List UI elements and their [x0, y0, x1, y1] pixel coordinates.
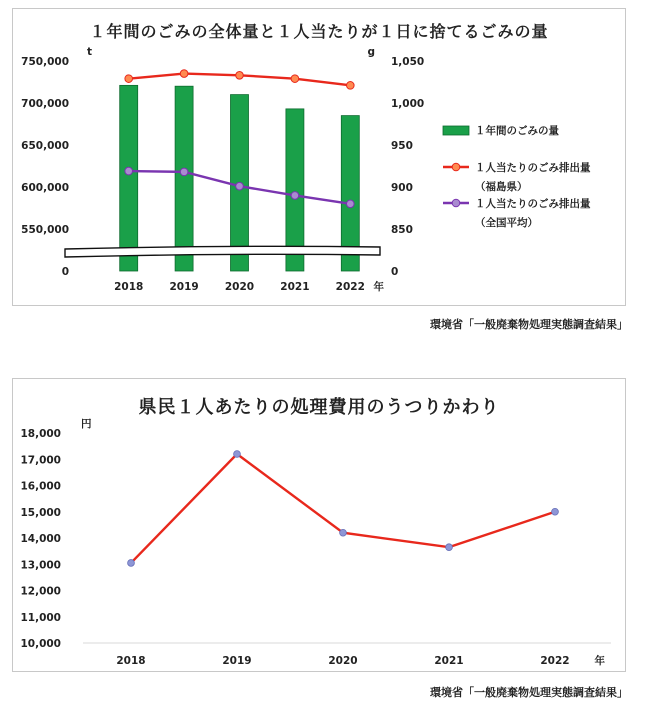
- line-point: [552, 508, 559, 515]
- left-tick-label: 700,000: [21, 98, 69, 110]
- legend-swatch-bar: [443, 126, 469, 135]
- waste-chart-source: 環境省「一般廃棄物処理実態調査結果」: [430, 318, 628, 331]
- series-line: [131, 454, 555, 563]
- y-tick-label: 14,000: [20, 533, 61, 545]
- y-tick-label: 13,000: [20, 559, 61, 572]
- left-tick-label: 750,000: [21, 56, 69, 68]
- right-tick-label: 1,050: [391, 56, 425, 68]
- x-tick-label: 2020: [328, 655, 358, 667]
- right-tick-label: 1,000: [391, 98, 425, 110]
- line-point: [291, 75, 299, 83]
- x-axis-unit: 年: [373, 281, 384, 293]
- line-point: [291, 192, 299, 200]
- y-tick-label: 17,000: [20, 454, 61, 467]
- x-tick-label: 2020: [224, 281, 255, 293]
- left-tick-label: 600,000: [21, 182, 69, 194]
- y-tick-label: 11,000: [20, 611, 61, 624]
- legend-label: １人当たりのごみ排出量: [475, 162, 591, 174]
- cost-chart-plot: [13, 379, 625, 671]
- x-tick-label: 2022: [540, 655, 570, 667]
- right-axis-unit: g: [367, 46, 375, 58]
- line-point: [236, 182, 244, 190]
- x-tick-label: 2018: [114, 281, 144, 293]
- x-tick-label: 2021: [434, 655, 464, 667]
- waste-chart-plot: [13, 9, 625, 305]
- line-point: [125, 167, 133, 175]
- legend-label: １年間のごみの量: [475, 125, 559, 137]
- line-point: [234, 451, 241, 458]
- left-tick-label: 650,000: [21, 140, 69, 152]
- right-tick-label: 0: [391, 266, 399, 278]
- left-axis-unit: t: [87, 46, 93, 58]
- x-tick-label: 2019: [169, 281, 199, 293]
- y-tick-label: 16,000: [20, 480, 61, 493]
- left-tick-label: 0: [61, 266, 69, 278]
- x-axis-unit: 年: [594, 655, 605, 667]
- line-point: [446, 544, 453, 551]
- y-axis-unit: 円: [81, 418, 92, 430]
- line-point: [340, 529, 347, 536]
- line-point: [128, 560, 135, 567]
- legend-marker-2: [452, 199, 460, 207]
- right-tick-label: 950: [391, 140, 413, 152]
- right-tick-label: 850: [391, 224, 413, 236]
- y-tick-label: 12,000: [20, 585, 61, 598]
- line-point: [347, 200, 355, 208]
- legend-marker-1: [452, 163, 460, 171]
- x-tick-label: 2019: [222, 655, 252, 667]
- cost-chart-title: 県民１人あたりの処理費用のうつりかわり: [138, 397, 500, 418]
- bar: [175, 86, 193, 271]
- x-tick-label: 2021: [280, 281, 310, 293]
- cost-chart-source: 環境省「一般廃棄物処理実態調査結果」: [430, 686, 628, 699]
- legend-label: （全国平均）: [475, 217, 538, 229]
- waste-chart-title: １年間のごみの全体量と１人当たりが１日に捨てるごみの量: [89, 22, 549, 41]
- bar: [120, 85, 138, 271]
- left-tick-label: 550,000: [21, 224, 69, 236]
- line-point: [236, 71, 244, 79]
- x-tick-label: 2022: [335, 281, 365, 293]
- axis-break-band: [65, 246, 380, 257]
- legend-label: （福島県）: [475, 181, 528, 193]
- right-tick-label: 900: [391, 182, 413, 194]
- y-tick-label: 18,000: [20, 428, 61, 440]
- line-point: [180, 70, 188, 78]
- line-point: [125, 75, 133, 83]
- line-point: [180, 168, 188, 176]
- y-tick-label: 15,000: [20, 506, 61, 519]
- legend-label: １人当たりのごみ排出量: [475, 198, 591, 210]
- line-point: [347, 82, 355, 90]
- y-tick-label: 10,000: [20, 638, 61, 650]
- cost-chart-panel: [12, 378, 626, 672]
- x-tick-label: 2018: [116, 655, 146, 667]
- waste-chart-panel: [12, 8, 626, 306]
